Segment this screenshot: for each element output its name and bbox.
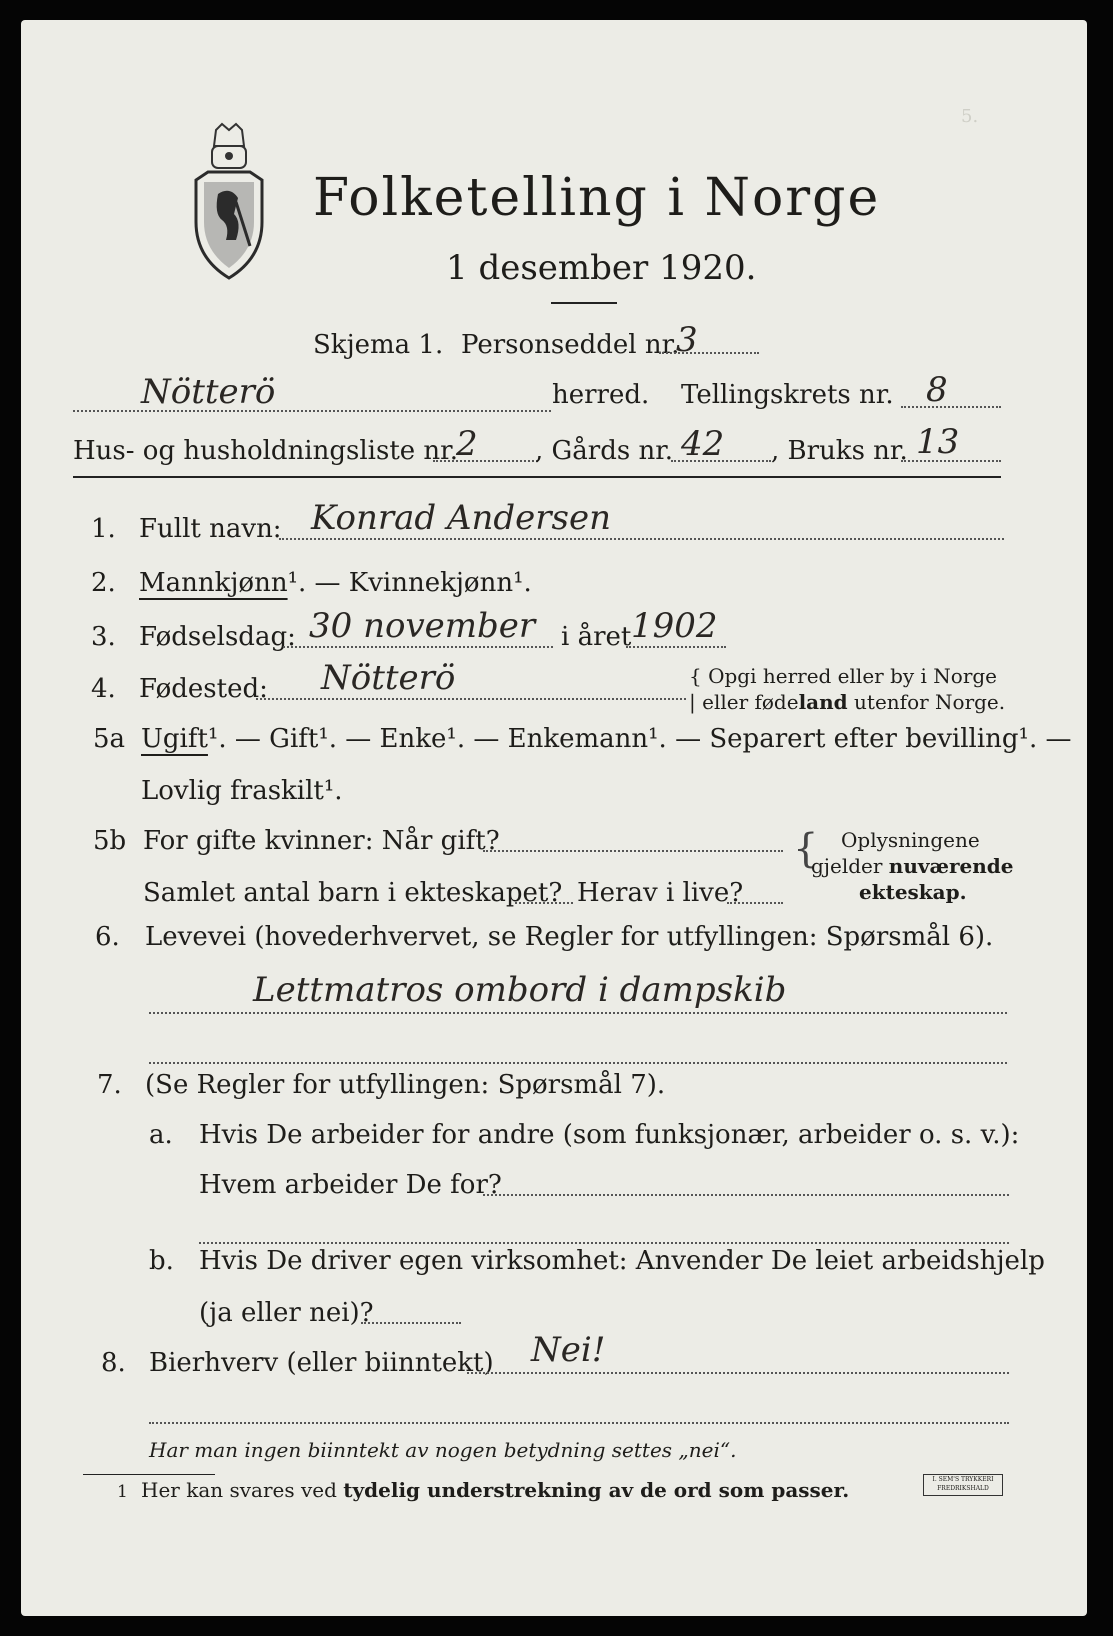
- birth-year-field[interactable]: [626, 646, 726, 648]
- full-name-field[interactable]: [279, 538, 1004, 540]
- header-rule: [73, 476, 1001, 478]
- gards-label: , Gårds nr.: [535, 436, 674, 466]
- option-mannkjonn[interactable]: Mannkjønn: [139, 568, 288, 598]
- schema-label: Skjema 1.: [313, 330, 444, 360]
- coat-of-arms-icon: [186, 122, 272, 282]
- tellingskrets-field[interactable]: [901, 406, 1001, 408]
- birthplace-field[interactable]: [256, 698, 686, 700]
- side-income-value: Nei!: [531, 1330, 606, 1370]
- side-income-field[interactable]: [467, 1372, 1009, 1374]
- q6-number: 6.: [95, 922, 120, 952]
- bruks-value: 13: [916, 422, 960, 462]
- q7b-text: Hvis De driver egen virksomhet: Anvender De leiet arbeidshjelp: [199, 1246, 1045, 1276]
- marital-options: [141, 724, 1072, 754]
- herred-value: Nötterö: [141, 372, 276, 412]
- tellingskrets-value: 8: [926, 370, 948, 410]
- q3-number: 3.: [91, 622, 116, 652]
- option-separator: ¹. —: [287, 568, 349, 598]
- q7a-letter: a.: [149, 1120, 173, 1150]
- census-form-sheet: [21, 20, 1087, 1616]
- q7b-question: (ja eller nei)?: [199, 1298, 374, 1328]
- birth-year-value: 1902: [631, 606, 718, 646]
- form-title: Folketelling i Norge: [313, 168, 881, 228]
- printer-stamp: I. SEM'S TRYKKERI FREDRIKSHALD: [923, 1474, 1003, 1496]
- q5b-note-1: Oplysningene: [841, 828, 980, 852]
- q7a-text: Hvis De arbeider for andre (som funksjonær, arbeider o. s. v.):: [199, 1120, 1020, 1150]
- employer-field-2[interactable]: [199, 1242, 1009, 1244]
- q2-number: 2.: [91, 568, 116, 598]
- personseddel-field[interactable]: [659, 352, 759, 354]
- q5a-number: 5a: [93, 724, 126, 754]
- birthplace-note-2: | eller fødeland utenfor Norge.: [689, 690, 1006, 714]
- q6-label: Levevei (hovederhvervet, se Regler for utfyllingen: Spørsmål 6).: [145, 922, 994, 952]
- title-divider: [551, 302, 617, 304]
- q7-number: 7.: [97, 1070, 122, 1100]
- q7b-letter: b.: [149, 1246, 174, 1276]
- brace-icon: {: [793, 826, 819, 872]
- birthplace-note-1: { Opgi herred eller by i Norge: [689, 664, 998, 688]
- occupation-field-2[interactable]: [149, 1062, 1007, 1064]
- year-label: i året: [561, 622, 632, 652]
- married-when-field[interactable]: [483, 850, 783, 852]
- husholdningsliste-value: 2: [456, 424, 478, 464]
- option-end: ¹.: [513, 568, 532, 598]
- husholdningsliste-label: Hus- og husholdningsliste nr.: [73, 436, 459, 466]
- personseddel-label: Personseddel nr.: [461, 330, 680, 360]
- tellingskrets-label: Tellingskrets nr.: [681, 380, 894, 410]
- q5b-note-3: ekteskap.: [859, 880, 967, 904]
- husholdningsliste-field[interactable]: [433, 460, 538, 462]
- option-lovlig-fraskilt[interactable]: Lovlig fraskilt¹.: [141, 776, 343, 806]
- q7-label: (Se Regler for utfyllingen: Spørsmål 7).: [145, 1070, 666, 1100]
- side-income-field-2[interactable]: [149, 1422, 1009, 1424]
- option-kvinnekjonn[interactable]: Kvinnekjønn: [348, 568, 514, 598]
- occupation-field-1[interactable]: [149, 1012, 1007, 1014]
- q5b-children-count: Samlet antal barn i ekteskapet?: [143, 878, 563, 908]
- q5b-note-2: gjelder nuværende: [811, 854, 1014, 878]
- bleed-through-text: 5.: [961, 106, 979, 127]
- full-name-value: Konrad Andersen: [311, 498, 612, 538]
- gards-value: 42: [681, 424, 725, 464]
- q5b-married-when: For gifte kvinner: Når gift?: [143, 826, 500, 856]
- q8-number: 8.: [101, 1348, 126, 1378]
- q1-label: Fullt navn:: [139, 514, 282, 544]
- footnote-number: 1: [117, 1482, 128, 1502]
- hired-help-field[interactable]: [361, 1322, 461, 1324]
- q3-label: Fødselsdag:: [139, 622, 296, 652]
- bruks-label: , Bruks nr.: [771, 436, 908, 466]
- q4-label: Fødested:: [139, 674, 268, 704]
- employer-field[interactable]: [483, 1194, 1009, 1196]
- footer-note: Har man ingen biinntekt av nogen betydning settes „nei“.: [149, 1438, 737, 1462]
- q5b-alive: Herav i live?: [577, 878, 744, 908]
- q7a-question: Hvem arbeider De for?: [199, 1170, 502, 1200]
- footnote-rule: [83, 1474, 215, 1475]
- footnote-text: Her kan svares ved tydelig understrekning av de ord som passer.: [141, 1478, 850, 1502]
- occupation-value: Lettmatros ombord i dampskib: [253, 970, 787, 1010]
- herred-label: herred.: [552, 380, 650, 410]
- children-alive-field[interactable]: [727, 902, 783, 904]
- children-count-field[interactable]: [515, 902, 573, 904]
- personseddel-value: 3: [676, 320, 698, 360]
- marital-options-rest: ¹. — Gift¹. — Enke¹. — Enkemann¹. — Separert efter bevilling¹. —: [207, 724, 1072, 754]
- sex-options: [139, 568, 532, 598]
- birthday-value: 30 november: [309, 606, 536, 646]
- q8-label: Bierhverv (eller biinntekt): [149, 1348, 494, 1378]
- option-ugift[interactable]: Ugift: [141, 724, 208, 754]
- birthday-field[interactable]: [283, 646, 553, 648]
- q5b-number: 5b: [93, 826, 127, 856]
- birthplace-value: Nötterö: [321, 658, 456, 698]
- q1-number: 1.: [91, 514, 116, 544]
- census-date: 1 desember 1920.: [446, 248, 757, 288]
- q4-number: 4.: [91, 674, 116, 704]
